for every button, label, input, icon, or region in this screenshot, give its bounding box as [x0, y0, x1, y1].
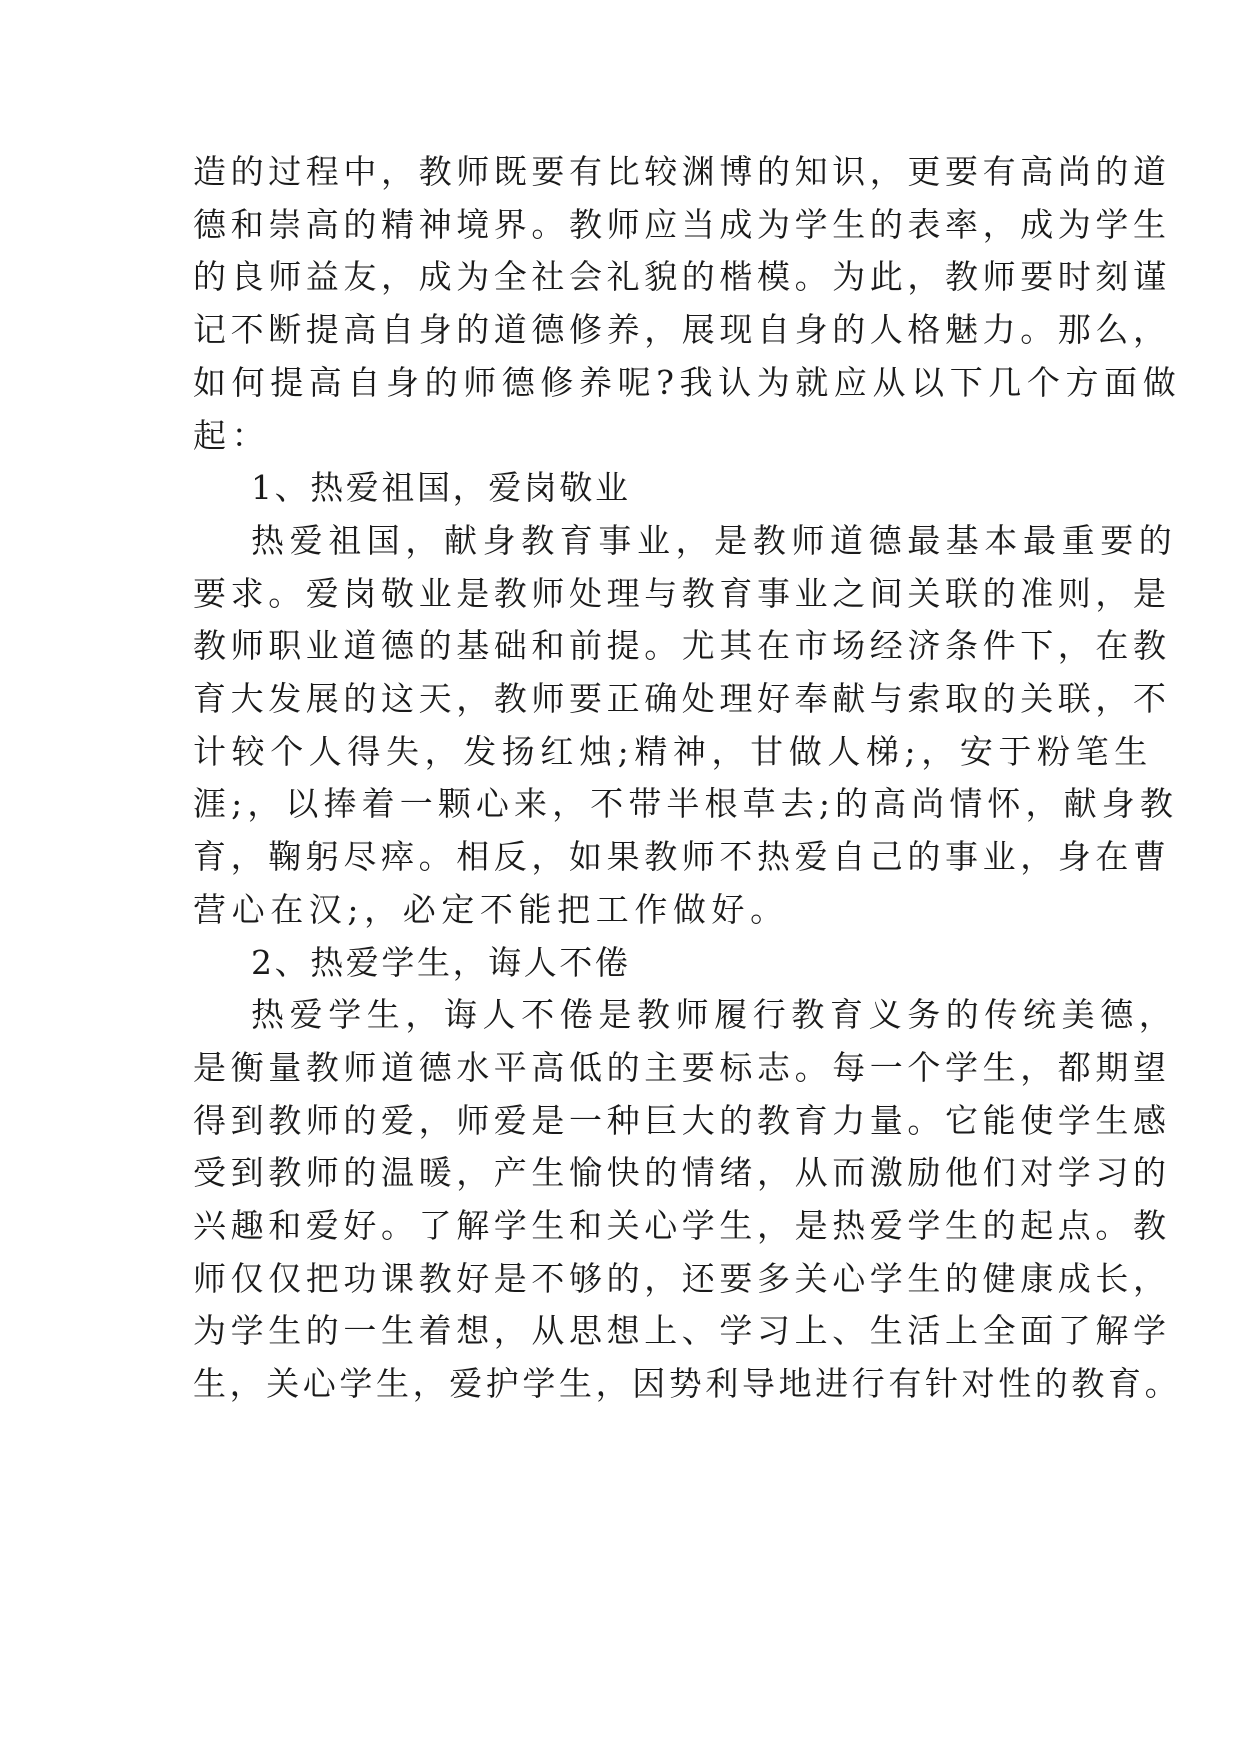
text-line: 起： [193, 415, 271, 455]
text-line: 师仅仅把功课教好是不够的，还要多关心学生的健康成长， [193, 1258, 1171, 1298]
text-line: 是衡量教师道德水平高低的主要标志。每一个学生，都期望 [193, 1047, 1171, 1087]
text-line: 热爱祖国，献身教育事业，是教师道德最基本最重要的 [251, 520, 1178, 560]
text-line: 要求。爱岗敬业是教师处理与教育事业之间关联的准则，是 [193, 573, 1171, 613]
text-line: 兴趣和爱好。了解学生和关心学生，是热爱学生的起点。教 [193, 1206, 1171, 1245]
text-line: 得到教师的爱，师爱是一种巨大的教育力量。它能使学生感 [193, 1100, 1171, 1140]
section-heading: 1、热爱祖国，爱岗敬业 [251, 468, 631, 508]
text-line: 的良师益友，成为全社会礼貌的楷模。为此，教师要时刻谨 [193, 257, 1171, 297]
section-heading: 2、热爱学生，诲人不倦 [251, 942, 631, 982]
text-line: 计较个人得失，发扬红烛;精神，甘做人梯;，安于粉笔生 [193, 731, 1153, 771]
text-line: 为学生的一生着想，从思想上、学习上、生活上全面了解学 [193, 1311, 1171, 1351]
text-line: 热爱学生，诲人不倦是教师履行教育义务的传统美德， [251, 995, 1178, 1035]
text-line: 营心在汉;，必定不能把工作做好。 [193, 889, 789, 929]
text-line: 德和崇高的精神境界。教师应当成为学生的表率，成为学生 [193, 204, 1171, 244]
text-line: 记不断提高自身的道德修养，展现自身的人格魅力。那么， [193, 310, 1171, 350]
text-line: 育，鞠躬尽瘁。相反，如果教师不热爱自己的事业，身在曹 [193, 837, 1171, 877]
text-line: 教师职业道德的基础和前提。尤其在市场经济条件下，在教 [193, 626, 1171, 666]
text-line: 如何提高自身的师德修养呢?我认为就应从以下几个方面做 [193, 362, 1182, 402]
text-line: 造的过程中，教师既要有比较渊博的知识，更要有高尚的道 [193, 152, 1171, 191]
text-line: 受到教师的温暖，产生愉快的情绪，从而激励他们对学习的 [193, 1153, 1171, 1193]
text-line: 涯;，以捧着一颗心来，不带半根草去;的高尚情怀，献身教 [193, 784, 1178, 824]
text-line: 生，关心学生，爱护学生，因势利导地进行有针对性的教育。 [193, 1364, 1182, 1404]
text-line: 育大发展的这天，教师要正确处理好奉献与索取的关联，不 [193, 679, 1171, 718]
